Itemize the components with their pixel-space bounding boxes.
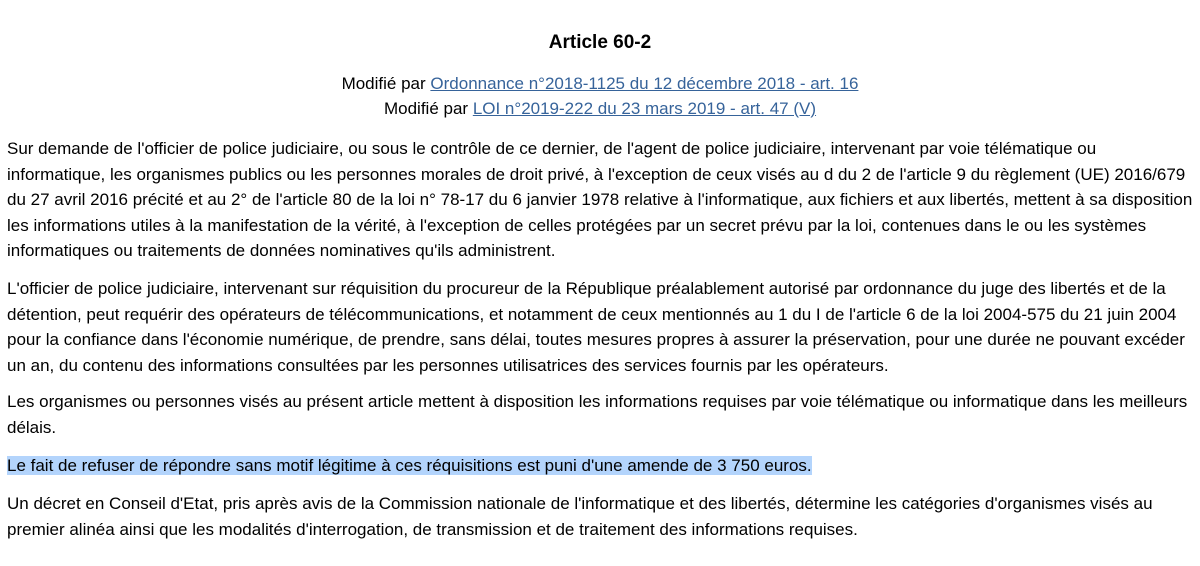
article-title: Article 60-2 (548, 32, 652, 53)
paragraph-3: Les organismes ou personnes visés au présent article mettent à disposition les informations requises par voie télématique ou informatique dans les meilleurs délais. (7, 392, 1188, 437)
modification-prefix: Modifié par (341, 74, 426, 93)
modification-line-2 (0, 98, 1200, 120)
modification-prefix: Modifié par (383, 99, 469, 118)
paragraph-4-highlighted (7, 453, 1197, 479)
ordonnance-2018-1125-link[interactable]: Ordonnance n°2018-1125 du 12 décembre 2018 - art. 16 (430, 74, 859, 93)
modification-line-1 (0, 73, 1200, 95)
paragraph-1: Sur demande de l'officier de police judiciaire, ou sous le contrôle de ce dernier, de l'agent de police judiciaire, intervenant par voie télématique ou informatique, les organismes publics ou les personnes morales de droit privé, à l'exception de ceux visés au d du 2 de l'article 9 du règlement (UE) 2016/679 du 27 avril 2016 précité et au 2° de l'article 80 de la loi n° 78-17 du 6 janvier 1978 relative à l'informatique, aux fichiers et aux libertés, mettent à sa disposition les informations utiles à la manifestation de la vérité, à l'exception de celles protégées par un secret prévu par la loi, contenues dans le ou les systèmes informatiques ou traitements de données nominatives qu'ils administrent. (7, 139, 1193, 260)
paragraph-5: Un décret en Conseil d'Etat, pris après avis de la Commission nationale de l'informatique et des libertés, détermine les catégories d'organismes visés au premier alinéa ainsi que les modalités d'interrogation, de transmission et de traitement des informations requises. (7, 494, 1153, 539)
paragraph-2: L'officier de police judiciaire, intervenant sur réquisition du procureur de la République préalablement autorisé par ordonnance du juge des libertés et de la détention, peut requérir des opérateurs de télécommunications, et notamment de ceux mentionnés au 1 du I de l'article 6 de la loi 2004-575 du 21 juin 2004 pour la confiance dans l'économie numérique, de prendre, sans délai, toutes mesures propres à assurer la préservation, pour une durée ne pouvant excéder un an, du contenu des informations consultées par les personnes utilisatrices des services fournis par les opérateurs. (7, 279, 1185, 375)
loi-2019-222-link[interactable]: LOI n°2019-222 du 23 mars 2019 - art. 47 (V) (472, 99, 817, 118)
selected-text-highlight: Le fait de refuser de répondre sans motif légitime à ces réquisitions est puni d'une amende de 3 750 euros. (7, 456, 812, 475)
